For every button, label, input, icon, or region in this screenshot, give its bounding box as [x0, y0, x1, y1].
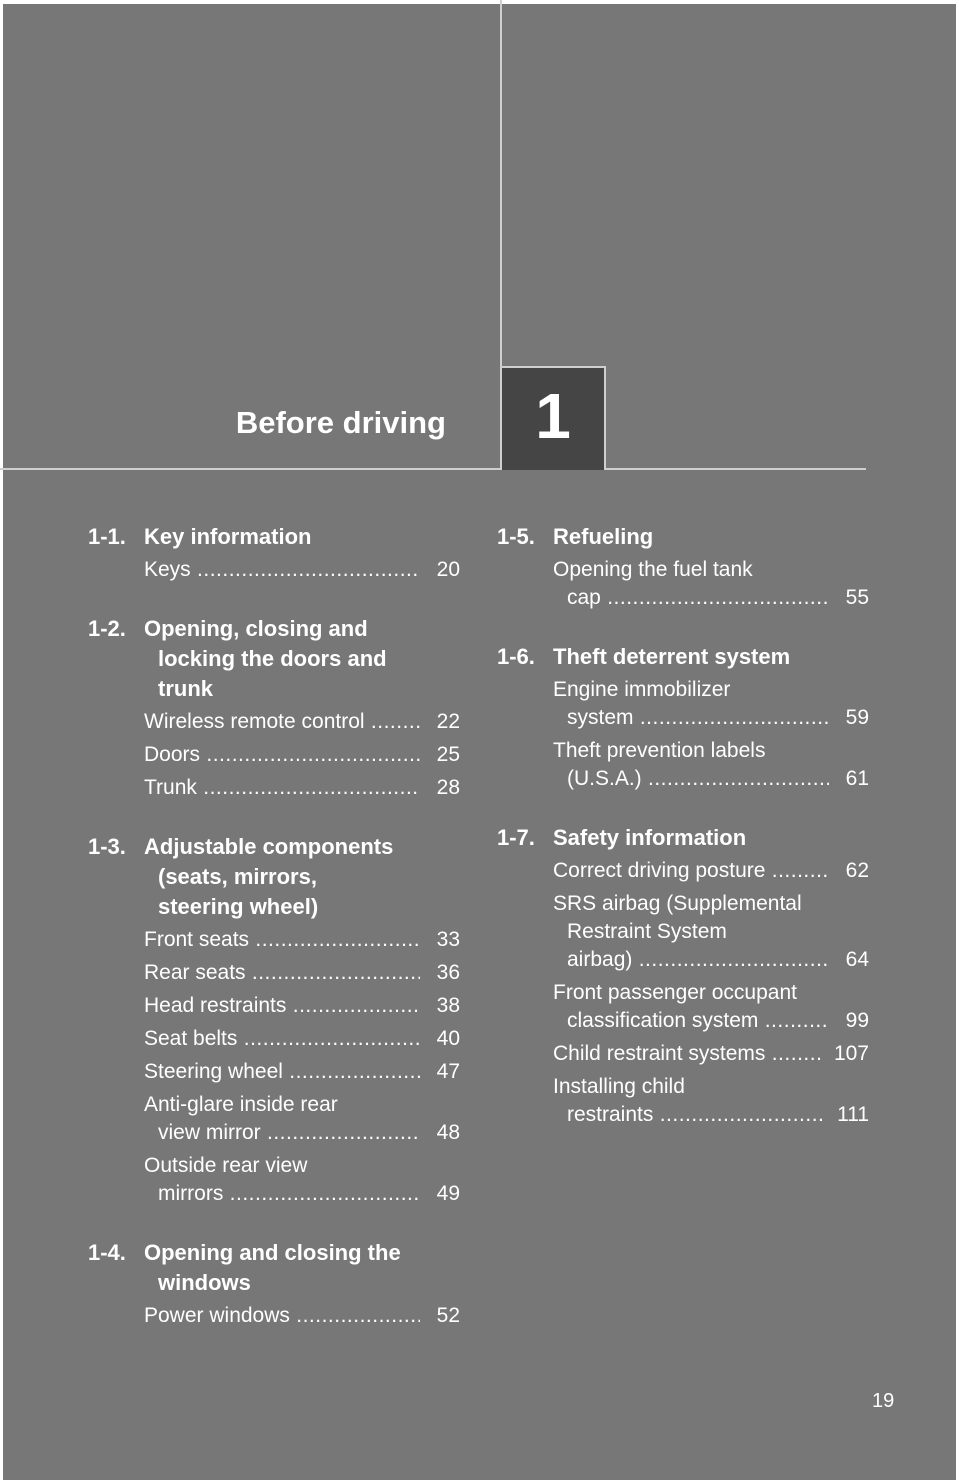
entry-title-line: Keys .....	[144, 556, 420, 584]
page-border-right	[956, 0, 960, 1484]
entry-title-line: Child restraint systems .....	[553, 1040, 822, 1068]
entry-title	[144, 1091, 420, 1147]
entry-title	[553, 676, 829, 732]
chapter-number-box	[500, 366, 606, 470]
entry-title-line: system .....	[553, 704, 829, 732]
entry-title-line: classification system .....	[553, 1007, 829, 1035]
entry-title-line: Head restraints .....	[144, 992, 420, 1020]
entry-page-number: 40	[436, 1027, 460, 1050]
entry-title-line: Outside rear view	[144, 1154, 308, 1177]
toc-section	[88, 614, 460, 802]
entry-title-line: Seat belts .....	[144, 1025, 420, 1053]
entry-page-number: 48	[436, 1121, 460, 1144]
section-title-line: Opening and closing the	[144, 1240, 401, 1265]
section-number: 1-5.	[497, 524, 535, 549]
toc-entry[interactable]	[144, 1091, 460, 1147]
entry-title-line: Power windows .....	[144, 1302, 420, 1330]
section-title	[144, 522, 460, 552]
toc-section	[497, 522, 869, 612]
entry-title	[144, 708, 420, 736]
section-number: 1-7.	[497, 825, 535, 850]
entry-title-line: Rear seats .....	[144, 959, 420, 987]
entry-title	[144, 741, 420, 769]
section-title	[144, 1238, 460, 1298]
entry-title-line: cap .....	[553, 584, 829, 612]
entry-page-number: 49	[436, 1182, 460, 1205]
entry-page-number: 22	[436, 710, 460, 733]
entry-title-line: Engine immobilizer	[553, 678, 731, 701]
entry-title	[553, 737, 829, 793]
page-border-top	[0, 0, 960, 4]
entry-title-line: Theft prevention labels	[553, 739, 766, 762]
entry-page-number: 28	[436, 776, 460, 799]
toc-entry[interactable]	[553, 676, 869, 732]
toc-section	[497, 642, 869, 793]
entry-title	[144, 1152, 420, 1208]
entry-title	[144, 774, 420, 802]
page-border-bottom	[0, 1480, 960, 1484]
entry-page-number: 107	[833, 1042, 869, 1065]
toc-entry[interactable]	[553, 1040, 869, 1068]
entry-title	[144, 959, 420, 987]
section-title-line: locking the doors and	[158, 646, 387, 671]
toc-entry[interactable]	[144, 1058, 460, 1086]
toc-entry[interactable]	[144, 556, 460, 584]
section-heading[interactable]	[497, 522, 869, 552]
entry-page-number: 59	[845, 706, 869, 729]
toc-section	[88, 522, 460, 584]
entry-page-number: 64	[845, 948, 869, 971]
entry-page-number: 111	[837, 1103, 869, 1126]
section-title-line: Opening, closing and	[144, 616, 368, 641]
entry-page-number: 20	[436, 558, 460, 581]
toc-section	[88, 832, 460, 1208]
section-number: 1-2.	[88, 616, 126, 641]
entry-page-number: 25	[436, 743, 460, 766]
entry-page-number: 99	[845, 1009, 869, 1032]
section-number: 1-1.	[88, 524, 126, 549]
entry-title-line: Anti-glare inside rear	[144, 1093, 338, 1116]
entry-page-number: 36	[436, 961, 460, 984]
toc-section	[88, 1238, 460, 1330]
section-heading[interactable]	[497, 642, 869, 672]
section-title-line: steering wheel)	[158, 894, 319, 919]
section-number: 1-3.	[88, 834, 126, 859]
entry-title-line: Doors .....	[144, 741, 420, 769]
entry-title-line: Opening the fuel tank	[553, 558, 753, 581]
entry-page-number: 52	[436, 1304, 460, 1327]
chapter-number: 1	[535, 380, 571, 452]
toc-left-column	[88, 522, 460, 1360]
entry-page-number: 62	[845, 859, 869, 882]
entry-page-number: 38	[436, 994, 460, 1017]
section-title-line: Adjustable components	[144, 834, 394, 859]
section-title	[553, 642, 869, 672]
horizontal-divider	[0, 468, 866, 470]
section-title	[553, 522, 869, 552]
entry-title-line: Restraint System	[567, 920, 727, 943]
entry-page-number: 47	[436, 1060, 460, 1083]
section-title-line: trunk	[158, 676, 213, 701]
entry-title	[144, 1025, 420, 1053]
entry-title	[553, 1040, 822, 1068]
vertical-divider	[500, 0, 502, 368]
entry-title-line: Wireless remote control .....	[144, 708, 420, 736]
toc-entry[interactable]	[553, 857, 869, 885]
section-title-line: Safety information	[553, 825, 747, 850]
section-heading[interactable]	[497, 823, 869, 853]
toc-entry[interactable]	[144, 741, 460, 769]
chapter-title: Before driving	[235, 405, 446, 440]
section-number: 1-6.	[497, 644, 535, 669]
section-heading[interactable]	[88, 832, 460, 922]
section-title	[144, 614, 460, 704]
section-title-line: Key information	[144, 524, 312, 549]
toc-right-column	[497, 522, 869, 1159]
entry-title-line: (U.S.A.) .....	[553, 765, 829, 793]
section-heading[interactable]	[88, 1238, 460, 1298]
toc-entry[interactable]	[144, 774, 460, 802]
toc-entry[interactable]	[553, 556, 869, 612]
entry-title	[553, 1073, 825, 1129]
entry-page-number: 61	[845, 767, 869, 790]
entry-title	[144, 556, 420, 584]
entry-title	[144, 1302, 420, 1330]
page-number: 19	[872, 1390, 895, 1412]
toc-entry[interactable]	[553, 890, 869, 974]
section-title	[144, 832, 460, 922]
toc-entry[interactable]	[144, 708, 460, 736]
entry-title-line: Trunk .....	[144, 774, 420, 802]
section-title-line: windows	[158, 1270, 251, 1295]
entry-title-line: Correct driving posture .....	[553, 857, 829, 885]
toc-entry[interactable]	[553, 1073, 869, 1129]
entry-title-line: SRS airbag (Supplemental	[553, 892, 802, 915]
entry-title	[144, 992, 420, 1020]
section-title-line: Refueling	[553, 524, 654, 549]
section-title	[553, 823, 869, 853]
entry-title-line: Front passenger occupant	[553, 981, 797, 1004]
entry-title-line: restraints .....	[553, 1101, 825, 1129]
entry-title	[553, 979, 829, 1035]
toc-entry[interactable]	[144, 1302, 460, 1330]
entry-title	[144, 1058, 420, 1086]
toc-entry[interactable]	[553, 737, 869, 793]
entry-title-line: view mirror .....	[144, 1119, 420, 1147]
toc-entry[interactable]	[144, 926, 460, 954]
entry-title-line: Installing child	[553, 1075, 685, 1098]
toc-section	[497, 823, 869, 1129]
section-number: 1-4.	[88, 1240, 126, 1265]
entry-title	[553, 857, 829, 885]
entry-title	[553, 556, 829, 612]
section-heading[interactable]	[88, 614, 460, 704]
toc-entry[interactable]	[553, 979, 869, 1035]
entry-title-line: airbag) .....	[553, 946, 829, 974]
entry-title	[553, 890, 829, 974]
section-title-line: (seats, mirrors,	[158, 864, 317, 889]
toc-entry[interactable]	[144, 1025, 460, 1053]
section-title-line: Theft deterrent system	[553, 644, 791, 669]
entry-title-line: Steering wheel .....	[144, 1058, 420, 1086]
entry-page-number: 33	[436, 928, 460, 951]
entry-title	[144, 926, 420, 954]
section-heading[interactable]	[88, 522, 460, 552]
entry-title-line: Front seats .....	[144, 926, 420, 954]
entry-page-number: 55	[845, 586, 869, 609]
toc-entry[interactable]	[144, 1152, 460, 1208]
toc-entry[interactable]	[144, 959, 460, 987]
entry-title-line: mirrors .....	[144, 1180, 420, 1208]
page-border-left	[0, 0, 3, 1484]
toc-entry[interactable]	[144, 992, 460, 1020]
